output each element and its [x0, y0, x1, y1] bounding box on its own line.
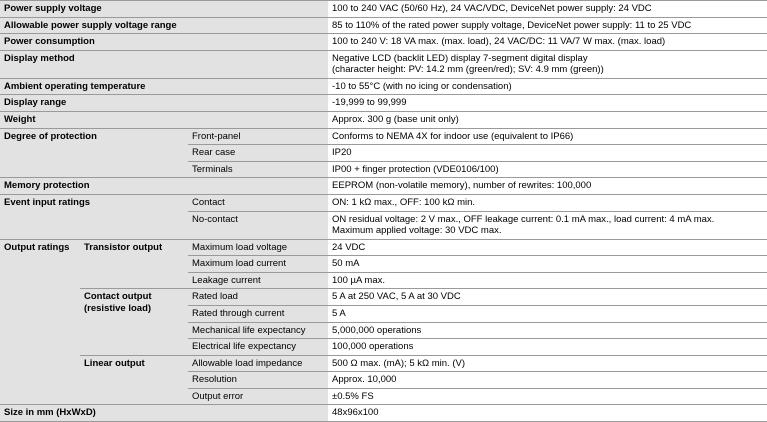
subrow-label: Leakage current: [188, 272, 328, 289]
subrow-value-line-1: ON residual voltage: 2 V max., OFF leakage current: 0.1 mA max., load current: 4 mA max.: [332, 213, 715, 225]
subrow-value: Approx. 10,000: [328, 372, 767, 389]
row-label: Output ratings: [0, 239, 80, 405]
group-label-line-1: Contact output: [84, 291, 152, 303]
row-value-line-2: (character height: PV: 14.2 mm (green/red); SV: 4.9 mm (green)): [332, 64, 604, 76]
subrow-value: 5,000,000 operations: [328, 322, 767, 339]
subrow-label: Resolution: [188, 372, 328, 389]
subrow-value: Conforms to NEMA 4X for indoor use (equivalent to IP66): [328, 128, 767, 145]
subrow-value: 5 A at 250 VAC, 5 A at 30 VDC: [328, 289, 767, 306]
subrow-value: 50 mA: [328, 256, 767, 273]
table-row: [0, 194, 767, 211]
subrow-value: 5 A: [328, 305, 767, 322]
row-value: 100 to 240 VAC (50/60 Hz), 24 VAC/VDC, DeviceNet power supply: 24 VDC: [328, 1, 767, 18]
subrow-value: 24 VDC: [328, 239, 767, 256]
table-row: [0, 78, 767, 95]
row-label: Degree of protection: [0, 128, 188, 178]
subrow-value: 100 µA max.: [328, 272, 767, 289]
subrow-label: Mechanical life expectancy: [188, 322, 328, 339]
table-row: [0, 405, 767, 422]
group-label: [80, 289, 188, 355]
subrow-value: 100,000 operations: [328, 339, 767, 356]
row-label: Memory protection: [0, 178, 328, 195]
subrow-value: ON: 1 kΩ max., OFF: 100 kΩ min.: [328, 194, 767, 211]
row-label: Weight: [0, 112, 328, 129]
row-label: Event input ratings: [0, 194, 188, 239]
subrow-label: Maximum load current: [188, 256, 328, 273]
subrow-label: Output error: [188, 388, 328, 405]
subrow-label: Rated through current: [188, 305, 328, 322]
row-value: [328, 50, 767, 78]
row-value: 85 to 110% of the rated power supply voltage, DeviceNet power supply: 11 to 25 VDC: [328, 17, 767, 34]
row-label: Power supply voltage: [0, 1, 328, 18]
row-label: Size in mm (HxWxD): [0, 405, 328, 422]
table-row: [0, 95, 767, 112]
subrow-label: Contact: [188, 194, 328, 211]
group-label-line-2: (resistive load): [84, 302, 152, 314]
group-label: Linear output: [80, 355, 188, 405]
row-label: Display range: [0, 95, 328, 112]
table-row: [0, 17, 767, 34]
row-value: -10 to 55°C (with no icing or condensation): [328, 78, 767, 95]
table-row: [0, 128, 767, 145]
row-value: 48x96x100: [328, 405, 767, 422]
subrow-label: Allowable load impedance: [188, 355, 328, 372]
row-label: Display method: [0, 50, 328, 78]
subrow-label: Terminals: [188, 161, 328, 178]
table-row: [0, 112, 767, 129]
subrow-value: IP20: [328, 145, 767, 162]
subrow-label: Electrical life expectancy: [188, 339, 328, 356]
row-value-line-1: Negative LCD (backlit LED) display 7-segment digital display: [332, 52, 588, 64]
table-row: [0, 239, 767, 256]
subrow-label: Rear case: [188, 145, 328, 162]
table-row: [0, 34, 767, 51]
row-value: EEPROM (non-volatile memory), number of rewrites: 100,000: [328, 178, 767, 195]
table-row: [0, 289, 767, 306]
table-row: [0, 50, 767, 78]
subrow-value: [328, 211, 767, 239]
subrow-label: Rated load: [188, 289, 328, 306]
subrow-label: Front-panel: [188, 128, 328, 145]
row-value: 100 to 240 V: 18 VA max. (max. load), 24 VAC/DC: 11 VA/7 W max. (max. load): [328, 34, 767, 51]
row-value: -19,999 to 99,999: [328, 95, 767, 112]
row-value: Approx. 300 g (base unit only): [328, 112, 767, 129]
subrow-value: 500 Ω max. (mA); 5 kΩ min. (V): [328, 355, 767, 372]
table-row: [0, 355, 767, 372]
row-label: Ambient operating temperature: [0, 78, 328, 95]
subrow-label: Maximum load voltage: [188, 239, 328, 256]
subrow-label: No-contact: [188, 211, 328, 239]
table-row: [0, 178, 767, 195]
row-label: Allowable power supply voltage range: [0, 17, 328, 34]
subrow-value: ±0.5% FS: [328, 388, 767, 405]
subrow-value: IP00 + finger protection (VDE0106/100): [328, 161, 767, 178]
table-row: [0, 1, 767, 18]
subrow-value-line-2: Maximum applied voltage: 30 VDC max.: [332, 225, 502, 237]
group-label: Transistor output: [80, 239, 188, 289]
row-label: Power consumption: [0, 34, 328, 51]
